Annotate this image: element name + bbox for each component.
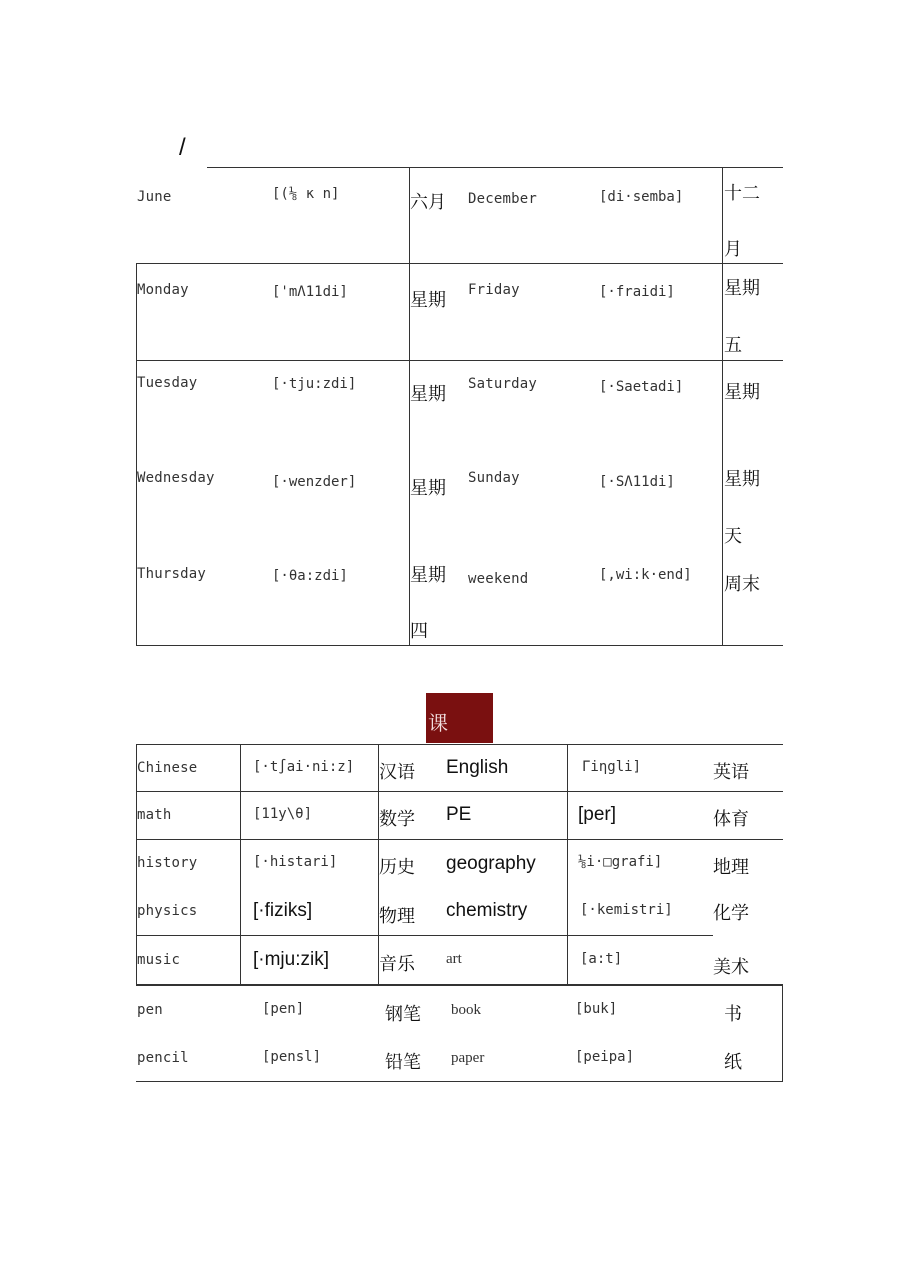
meaning-friday-1: 星期 bbox=[724, 278, 760, 299]
word-june: June bbox=[137, 189, 172, 205]
meaning-thursday-2: 四 bbox=[410, 621, 428, 642]
meaning-pe: 体育 bbox=[713, 809, 749, 830]
subjects-header-label: 课 bbox=[428, 711, 448, 735]
phonetic-friday: [·fraidi] bbox=[599, 284, 675, 300]
word-saturday: Saturday bbox=[468, 376, 538, 392]
phonetic-thursday: [·θa:zdi] bbox=[272, 568, 348, 584]
meaning-music: 音乐 bbox=[379, 954, 415, 975]
meaning-weekend: 周末 bbox=[724, 574, 760, 595]
word-pe: PE bbox=[446, 804, 472, 825]
word-wednesday: Wednesday bbox=[137, 470, 215, 486]
meaning-history: 历史 bbox=[379, 857, 415, 878]
phonetic-physics: [·fiziks] bbox=[253, 900, 313, 921]
meaning-math: 数学 bbox=[379, 809, 415, 830]
word-art: art bbox=[446, 951, 462, 967]
phonetic-art: [a:t] bbox=[580, 951, 623, 967]
meaning-pencil: 铅笔 bbox=[385, 1052, 421, 1073]
meaning-thursday-1: 星期 bbox=[410, 565, 446, 586]
word-weekend: weekend bbox=[468, 571, 529, 587]
phonetic-math: [11y\θ] bbox=[253, 806, 313, 822]
phonetic-english: Γiηgli] bbox=[582, 759, 642, 775]
word-history: history bbox=[137, 855, 198, 871]
word-book: book bbox=[451, 1002, 481, 1018]
phonetic-pencil: [pensl] bbox=[262, 1049, 322, 1065]
word-monday: Monday bbox=[137, 282, 189, 298]
phonetic-june: [(⅛ к n] bbox=[272, 186, 340, 202]
meaning-friday-2: 五 bbox=[724, 335, 742, 356]
meaning-art: 美术 bbox=[713, 957, 749, 978]
word-music: music bbox=[137, 952, 181, 968]
word-pen: pen bbox=[137, 1002, 163, 1018]
phonetic-tuesday: [·tju:zdi] bbox=[272, 376, 357, 392]
word-english: English bbox=[446, 757, 509, 778]
phonetic-monday: ['mΛ11di] bbox=[272, 284, 348, 300]
meaning-december-2: 月 bbox=[724, 239, 742, 260]
meaning-paper: 纸 bbox=[724, 1052, 742, 1073]
word-geography: geography bbox=[446, 853, 536, 874]
phonetic-sunday: [·SΛ11di] bbox=[599, 474, 675, 490]
word-tuesday: Tuesday bbox=[137, 375, 198, 391]
meaning-june: 六月 bbox=[410, 192, 446, 213]
phonetic-book: [buk] bbox=[575, 1001, 618, 1017]
word-friday: Friday bbox=[468, 282, 520, 298]
meaning-sunday-2: 天 bbox=[724, 526, 742, 547]
phonetic-wednesday: [·wenzder] bbox=[272, 474, 357, 490]
phonetic-music: [·mju:zik] bbox=[253, 949, 329, 970]
phonetic-weekend: [,wi:k·end] bbox=[599, 567, 692, 583]
phonetic-paper: [peipa] bbox=[575, 1049, 635, 1065]
meaning-chemistry: 化学 bbox=[713, 903, 749, 924]
meaning-wednesday: 星期 bbox=[410, 478, 446, 499]
phonetic-pen: [pen] bbox=[262, 1001, 305, 1017]
word-sunday: Sunday bbox=[468, 470, 520, 486]
phonetic-pe: [per] bbox=[578, 804, 617, 825]
meaning-book: 书 bbox=[724, 1004, 742, 1025]
meaning-pen: 钢笔 bbox=[385, 1004, 421, 1025]
phonetic-december: [di·semba] bbox=[599, 189, 684, 205]
word-december: December bbox=[468, 191, 538, 207]
meaning-sunday-1: 星期 bbox=[724, 469, 760, 490]
word-chemistry: chemistry bbox=[446, 900, 528, 921]
phonetic-chinese: [·t∫ai·ni:z] bbox=[253, 759, 355, 775]
meaning-tuesday: 星期 bbox=[410, 384, 446, 405]
meaning-december-1: 十二 bbox=[724, 183, 760, 204]
phonetic-saturday: [·Saetadi] bbox=[599, 379, 684, 395]
meaning-monday: 星期 bbox=[410, 290, 446, 311]
phonetic-chemistry: [·kemistri] bbox=[580, 902, 673, 918]
meaning-chinese: 汉语 bbox=[379, 762, 415, 783]
meaning-saturday: 星期 bbox=[724, 382, 760, 403]
meaning-english: 英语 bbox=[713, 762, 749, 783]
word-physics: physics bbox=[137, 903, 198, 919]
slash-mark: / bbox=[179, 134, 186, 161]
word-paper: paper bbox=[451, 1050, 485, 1066]
subjects-section-header bbox=[426, 693, 493, 743]
word-chinese: Chinese bbox=[137, 760, 198, 776]
meaning-geography: 地理 bbox=[713, 857, 749, 878]
word-thursday: Thursday bbox=[137, 566, 207, 582]
word-math: math bbox=[137, 807, 172, 823]
meaning-physics: 物理 bbox=[379, 906, 415, 927]
phonetic-geography: ⅛i·□grafi] bbox=[578, 854, 663, 870]
word-pencil: pencil bbox=[137, 1050, 189, 1066]
phonetic-history: [·histari] bbox=[253, 854, 338, 870]
